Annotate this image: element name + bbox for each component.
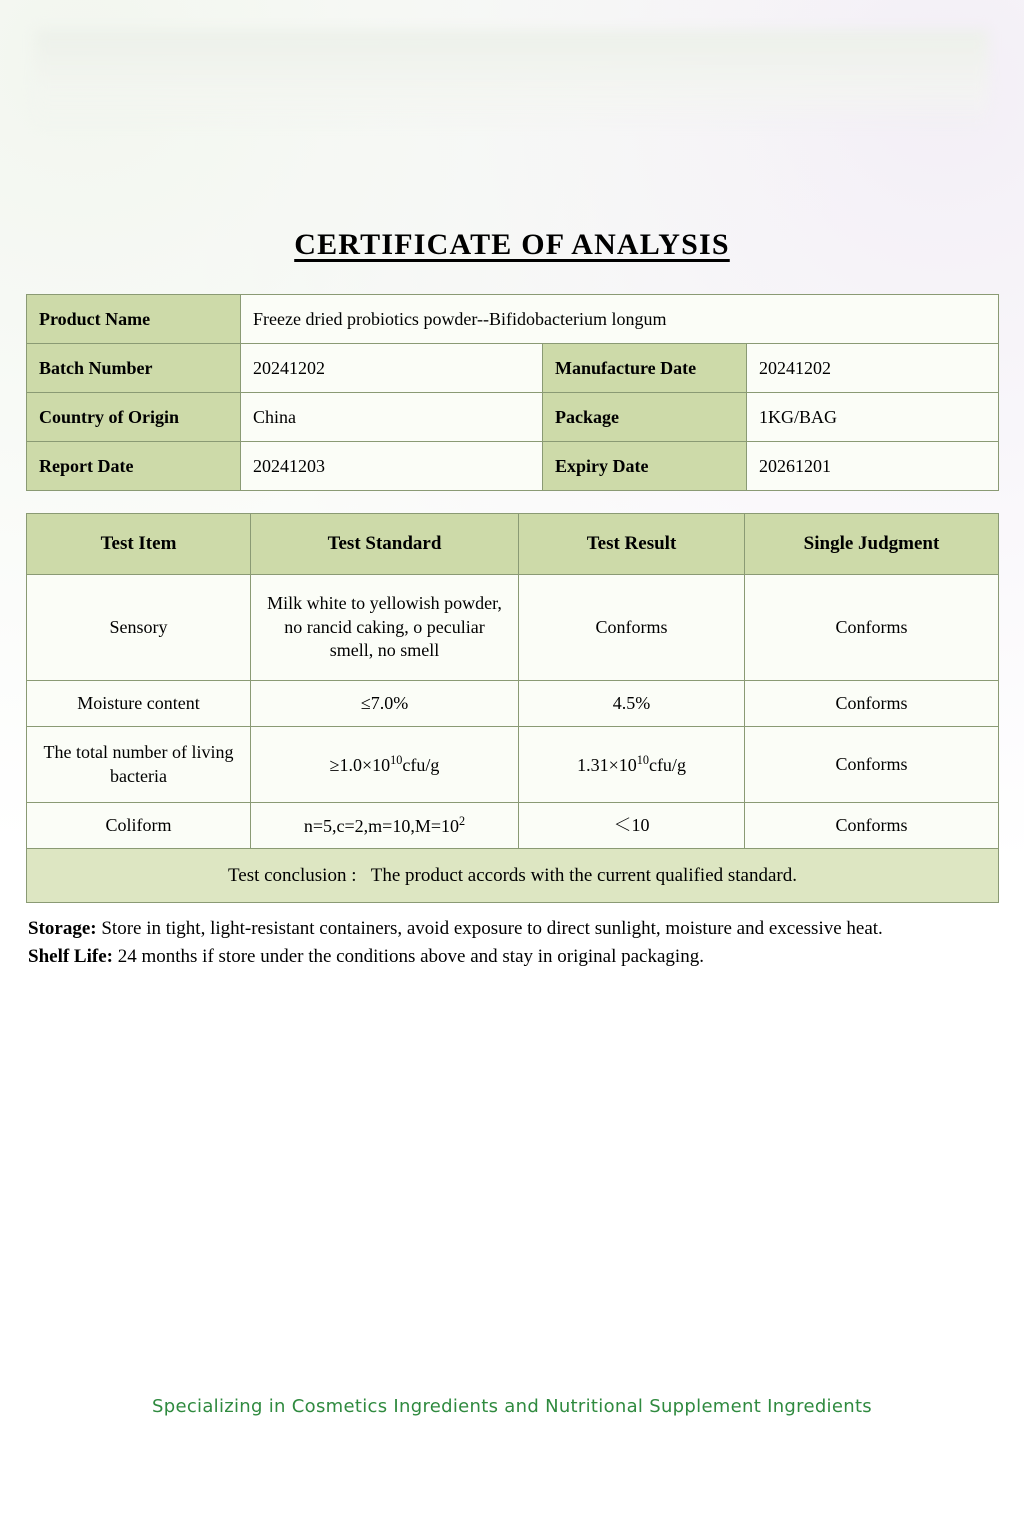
country-of-origin-label: Country of Origin [27,393,241,442]
test-result-living-bacteria [519,727,745,803]
standard-exponent: 10 [390,752,403,767]
package-value: 1KG/BAG [747,393,999,442]
table-header-row [27,514,999,575]
test-item-coliform: Coliform [27,803,251,849]
table-row [27,575,999,681]
judgment-moisture: Conforms [745,681,999,727]
table-row [27,849,999,903]
expiry-date-value: 20261201 [747,442,999,491]
test-item-living-bacteria: The total number of living bacteria [27,727,251,803]
table-row [27,295,999,344]
test-results-table [26,513,999,903]
test-standard-moisture: ≤7.0% [251,681,519,727]
header-single-judgment: Single Judgment [745,514,999,575]
test-result-sensory: Conforms [519,575,745,681]
report-date-value: 20241203 [241,442,543,491]
batch-number-label: Batch Number [27,344,241,393]
test-result-coliform: ＜10 [519,803,745,849]
header-banner-blur [36,30,988,130]
manufacture-date-label: Manufacture Date [543,344,747,393]
table-row [27,344,999,393]
expiry-date-label: Expiry Date [543,442,747,491]
test-standard-living-bacteria [251,727,519,803]
result-exponent: 10 [636,752,649,767]
package-label: Package [543,393,747,442]
test-conclusion-label: Test conclusion : [227,865,357,886]
header-test-standard: Test Standard [251,514,519,575]
standard-prefix: n=5,c=2,m=10,M=10 [303,815,459,836]
page-title: CERTIFICATE OF ANALYSIS [294,228,730,261]
footer-tagline: Specializing in Cosmetics Ingredients and Nutritional Supplement Ingredients [152,1396,872,1417]
judgment-coliform: Conforms [745,803,999,849]
test-conclusion [27,849,999,903]
table-row [27,681,999,727]
product-info-table [26,294,999,491]
test-standard-coliform [251,803,519,849]
test-item-sensory: Sensory [27,575,251,681]
header-test-item: Test Item [27,514,251,575]
table-row [27,803,999,849]
report-date-label: Report Date [27,442,241,491]
product-name-label: Product Name [27,295,241,344]
storage-text: Store in tight, light-resistant containers, avoid exposure to direct sunlight, moisture and excessive heat. [101,918,883,939]
notes-section [28,915,988,970]
shelf-life-label: Shelf Life: [28,945,113,967]
batch-number-value: 20241202 [241,344,543,393]
standard-suffix: cfu/g [402,754,440,775]
judgment-sensory: Conforms [745,575,999,681]
result-suffix: cfu/g [648,754,686,775]
test-standard-sensory: Milk white to yellowish powder, no rancid caking, o peculiar smell, no smell [251,575,519,681]
storage-note [28,915,988,943]
shelf-life-text: 24 months if store under the conditions above and stay in original packaging. [117,945,704,967]
table-row [27,442,999,491]
test-conclusion-text: The product accords with the current qualified standard. [370,865,798,886]
judgment-living-bacteria: Conforms [745,727,999,803]
table-row [27,393,999,442]
test-item-moisture: Moisture content [27,681,251,727]
result-prefix: 1.31×10 [577,754,637,775]
storage-label: Storage: [28,918,97,939]
standard-exponent: 2 [458,813,466,828]
table-row [27,727,999,803]
country-of-origin-value: China [241,393,543,442]
manufacture-date-value: 20241202 [747,344,999,393]
product-name-value: Freeze dried probiotics powder--Bifidobacterium longum [241,295,999,344]
test-result-moisture: 4.5% [519,681,745,727]
shelf-life-note [28,943,988,971]
header-test-result: Test Result [519,514,745,575]
standard-prefix: ≥1.0×10 [329,754,391,775]
